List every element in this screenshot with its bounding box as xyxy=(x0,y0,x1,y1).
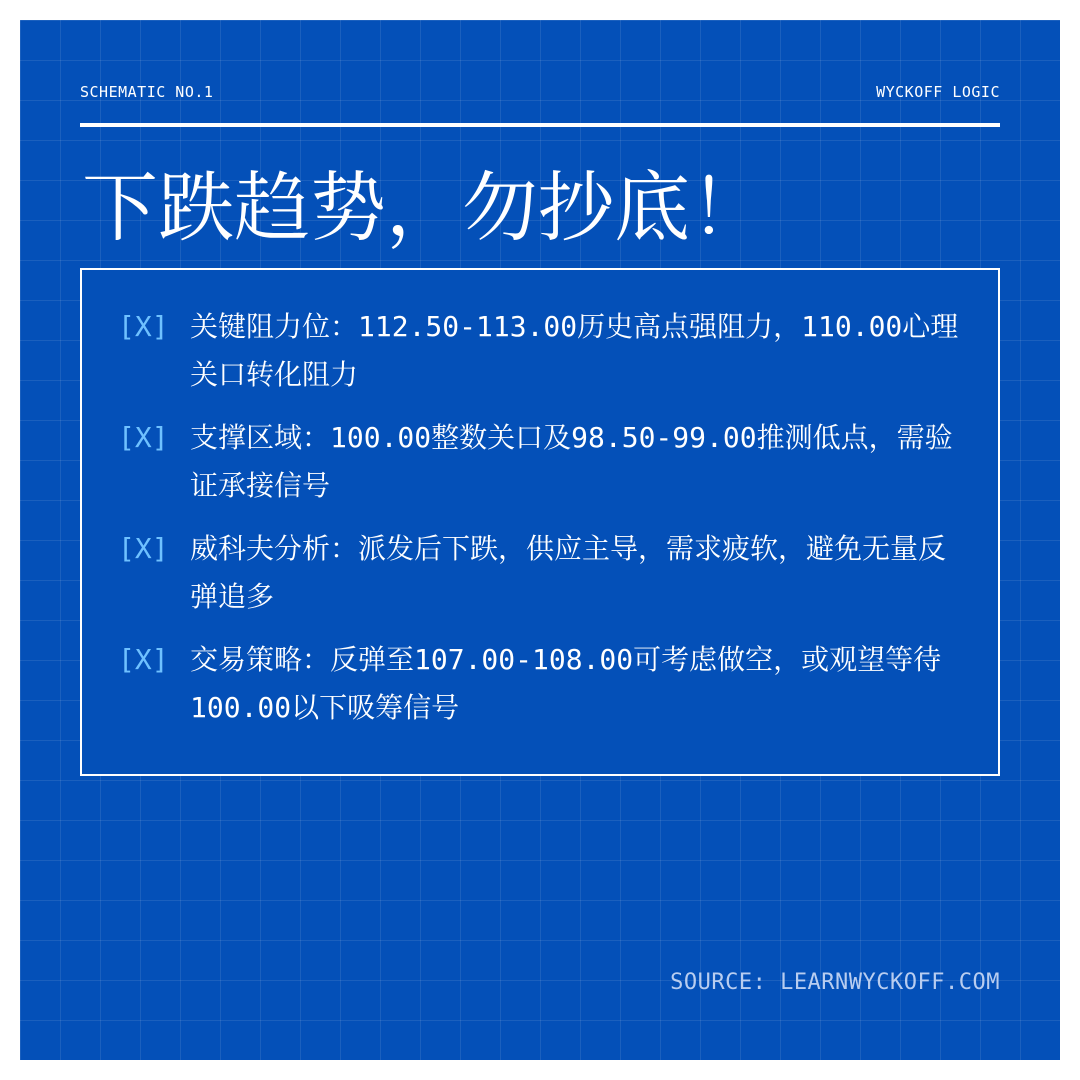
x-mark-icon: [X] xyxy=(118,532,169,565)
header-divider xyxy=(80,123,1000,127)
item-text: 关键阻力位：112.50-113.00历史高点强阻力，110.00心理关口转化阻力 xyxy=(190,310,959,391)
x-mark-icon: [X] xyxy=(118,310,169,343)
analysis-list xyxy=(118,303,963,747)
poster-card xyxy=(20,20,1060,1060)
list-item xyxy=(118,303,963,399)
list-item xyxy=(118,636,963,732)
x-mark-icon: [X] xyxy=(118,421,169,454)
source-credit: SOURCE: LEARNWYCKOFF.COM xyxy=(670,970,1000,995)
item-text: 威科夫分析：派发后下跌，供应主导，需求疲软，避免无量反弹追多 xyxy=(190,532,947,613)
list-item xyxy=(118,525,963,621)
brand-label: WYCKOFF LOGIC xyxy=(876,83,1000,101)
schematic-label: SCHEMATIC NO.1 xyxy=(80,83,214,101)
page-title: 下跌趋势，勿抄底！ xyxy=(82,163,766,252)
x-mark-icon: [X] xyxy=(118,643,169,676)
item-text: 交易策略：反弹至107.00-108.00可考虑做空，或观望等待100.00以下吸筹信号 xyxy=(190,643,942,724)
item-text: 支撑区域：100.00整数关口及98.50-99.00推测低点，需验证承接信号 xyxy=(190,421,953,502)
top-bar xyxy=(80,83,1000,103)
analysis-box xyxy=(80,268,1000,776)
list-item xyxy=(118,414,963,510)
